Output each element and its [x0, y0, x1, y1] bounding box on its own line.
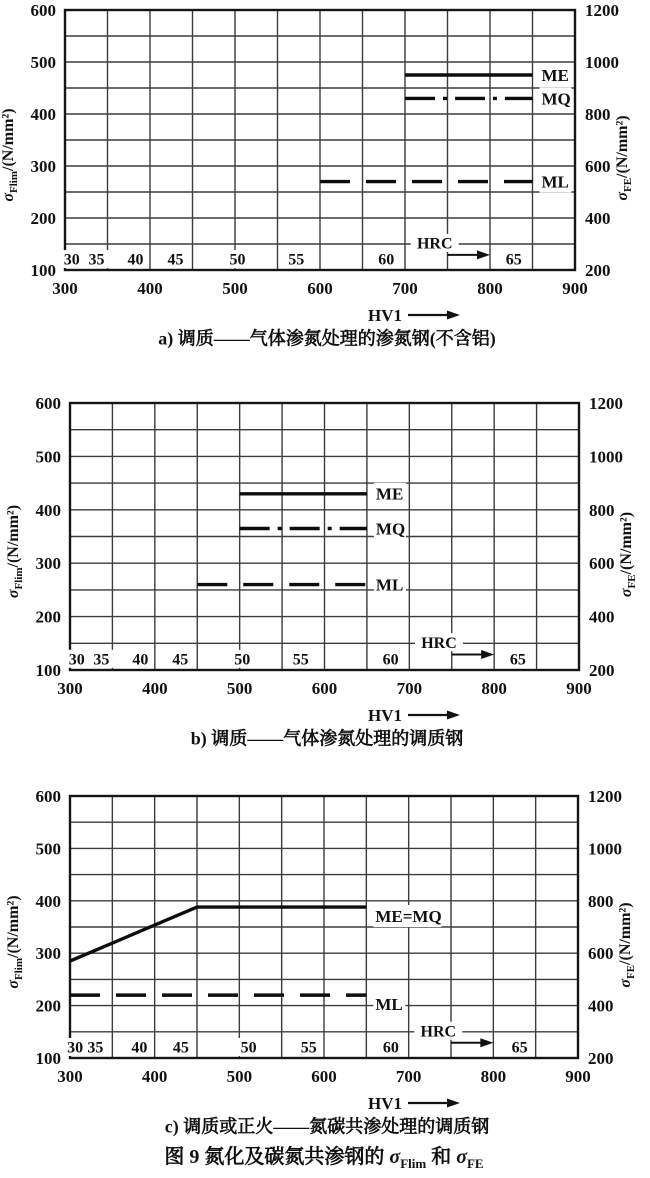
x-tick: 600 [311, 678, 338, 698]
y-tick-left: 600 [35, 786, 61, 806]
y-axis-title-right: $\sigma_{FE}/(N/mm^2)$ [617, 902, 637, 988]
hrc-value: 60 [382, 651, 399, 669]
chart-panel-c [5, 787, 637, 1137]
x-axis-title: HV1 [368, 1093, 402, 1113]
y-tick-right: 1200 [589, 393, 623, 413]
hrc-value: 30 [68, 651, 85, 669]
series-label-me: ME [541, 65, 569, 85]
x-tick: 700 [396, 678, 423, 698]
y-tick-left: 500 [30, 52, 56, 72]
y-tick-left: 400 [35, 500, 61, 520]
hrc-value: 35 [87, 1039, 104, 1057]
x-tick: 400 [137, 278, 163, 298]
hrc-value: 30 [63, 251, 80, 269]
y-tick-left: 200 [30, 208, 56, 228]
y-tick-right: 400 [589, 607, 615, 627]
y-tick-right: 800 [588, 891, 614, 911]
y-tick-right: 1000 [589, 447, 623, 467]
y-tick-left: 600 [35, 393, 61, 413]
y-tick-left: 100 [35, 1048, 61, 1068]
x-tick: 400 [141, 1066, 168, 1086]
y-tick-right: 1200 [585, 0, 619, 20]
y-axis-title-left: $\sigma_{Flim}/(N/mm^2)$ [5, 504, 25, 599]
x-tick: 600 [311, 1066, 337, 1086]
x-tick: 900 [566, 678, 592, 698]
x-tick: 800 [481, 678, 507, 698]
y-axis-left-ticks [31, 1, 57, 280]
hrc-value: 50 [240, 1039, 257, 1057]
x-axis-title: HV1 [368, 305, 402, 325]
hrc-value: 30 [67, 1039, 84, 1057]
y-tick-right: 1200 [588, 786, 622, 806]
hrc-label: HRC [420, 1023, 457, 1041]
x-axis-title: HV1 [368, 705, 402, 725]
y-tick-right: 400 [585, 208, 611, 228]
x-axis-ticks [52, 279, 588, 298]
y-tick-left: 400 [35, 891, 61, 911]
x-tick: 700 [395, 1066, 422, 1086]
hrc-value: 65 [511, 1039, 528, 1057]
x-tick: 600 [307, 278, 333, 298]
x-tick: 500 [226, 678, 253, 698]
x-tick: 400 [142, 678, 168, 698]
hrc-value: 35 [93, 651, 110, 669]
series-label-ml: ML [375, 995, 403, 1015]
figure-caption: 图 9 氮化及碳氮共渗钢的 $\sigma_{Flim}$ 和 $\sigma_{FE}$ [164, 1146, 484, 1171]
hrc-label: HRC [421, 634, 457, 652]
x-tick: 300 [57, 1066, 83, 1086]
hrc-value: 50 [229, 251, 246, 269]
y-tick-left: 600 [30, 0, 56, 20]
y-tick-right: 600 [588, 944, 614, 964]
y-tick-left: 300 [35, 554, 61, 574]
y-axis-title-left: $\sigma_{Flim}/(N/mm^2)$ [0, 108, 20, 202]
y-tick-left: 100 [30, 260, 56, 280]
x-axis-ticks [57, 1067, 591, 1086]
hrc-value: 65 [505, 251, 522, 269]
grid [70, 403, 579, 670]
y-tick-right: 200 [585, 260, 611, 280]
hrc-scale [60, 234, 526, 269]
x-axis-ticks [57, 679, 592, 698]
hrc-value: 60 [378, 251, 395, 269]
hrc-value: 45 [172, 651, 189, 669]
y-tick-right: 800 [585, 104, 611, 124]
hrc-scale [65, 633, 530, 668]
y-tick-right: 200 [588, 1048, 614, 1068]
hrc-value: 40 [131, 1039, 148, 1057]
y-axis-left-ticks [36, 787, 62, 1068]
x-axis-arrow-head [447, 1099, 460, 1108]
series-label-ml: ML [375, 575, 404, 595]
x-tick: 300 [57, 678, 83, 698]
hrc-value: 60 [382, 1039, 399, 1057]
y-axis-title-right: $\sigma_{FE}/(N/mm^2)$ [618, 511, 638, 598]
hrc-value: 55 [300, 1039, 317, 1057]
x-tick: 800 [477, 278, 503, 298]
y-tick-left: 400 [30, 104, 56, 124]
hrc-value: 40 [127, 251, 144, 269]
grid [65, 10, 575, 270]
y-tick-left: 500 [35, 839, 61, 859]
hrc-value: 65 [509, 651, 526, 669]
panel-caption-b: b) 调质——气体渗氮处理的调质钢 [190, 728, 464, 749]
y-tick-right: 200 [589, 660, 615, 680]
hrc-arrow-head [477, 250, 490, 259]
y-tick-right: 1000 [588, 839, 622, 859]
hrc-label: HRC [416, 235, 453, 253]
x-tick: 900 [562, 278, 588, 298]
hrc-value: 35 [88, 251, 105, 269]
y-axis-title-left: $\sigma_{Flim}/(N/mm^2)$ [5, 895, 25, 989]
x-tick: 500 [222, 278, 248, 298]
hrc-scale [63, 1022, 531, 1057]
y-tick-left: 500 [35, 447, 61, 467]
hrc-value: 45 [172, 1039, 189, 1057]
y-axis-left-ticks [36, 394, 62, 680]
series-label-mq: MQ [541, 89, 571, 109]
x-tick: 300 [52, 278, 78, 298]
x-axis-arrow-head [447, 711, 460, 720]
series-label-ml: ML [541, 172, 569, 192]
series-label-mq: MQ [375, 519, 406, 539]
y-tick-left: 200 [35, 607, 61, 627]
hrc-arrow-head [480, 1038, 493, 1047]
x-tick: 800 [480, 1066, 507, 1086]
hrc-value: 45 [167, 251, 184, 269]
series-label-memq: ME=MQ [375, 907, 442, 927]
x-tick: 700 [392, 278, 418, 298]
panel-caption-c: c) 调质或正火——氮碳共渗处理的调质钢 [164, 1116, 490, 1137]
hrc-value: 55 [292, 651, 309, 669]
series-label-me: ME [375, 484, 404, 504]
x-axis-arrow-head [447, 311, 460, 320]
chart-panel-b [5, 394, 638, 749]
hrc-value: 40 [132, 651, 149, 669]
panel-caption-a: a) 调质——气体渗氮处理的渗氮钢(不含铝) [158, 328, 496, 349]
x-tick: 900 [565, 1066, 591, 1086]
y-tick-left: 200 [35, 996, 61, 1016]
hrc-arrow-head [481, 650, 494, 659]
y-axis-title-right: $\sigma_{FE}/(N/mm^2)$ [614, 115, 634, 201]
x-tick: 500 [226, 1066, 253, 1086]
y-tick-left: 100 [35, 660, 61, 680]
hrc-value: 55 [288, 251, 305, 269]
y-tick-left: 300 [35, 944, 61, 964]
y-tick-left: 300 [30, 156, 56, 176]
y-tick-right: 1000 [585, 52, 619, 72]
y-tick-right: 400 [588, 996, 614, 1016]
y-tick-right: 600 [589, 554, 615, 574]
y-tick-right: 800 [589, 500, 615, 520]
hrc-value: 50 [234, 651, 251, 669]
chart-panel-a [0, 1, 634, 349]
y-tick-right: 600 [585, 156, 611, 176]
